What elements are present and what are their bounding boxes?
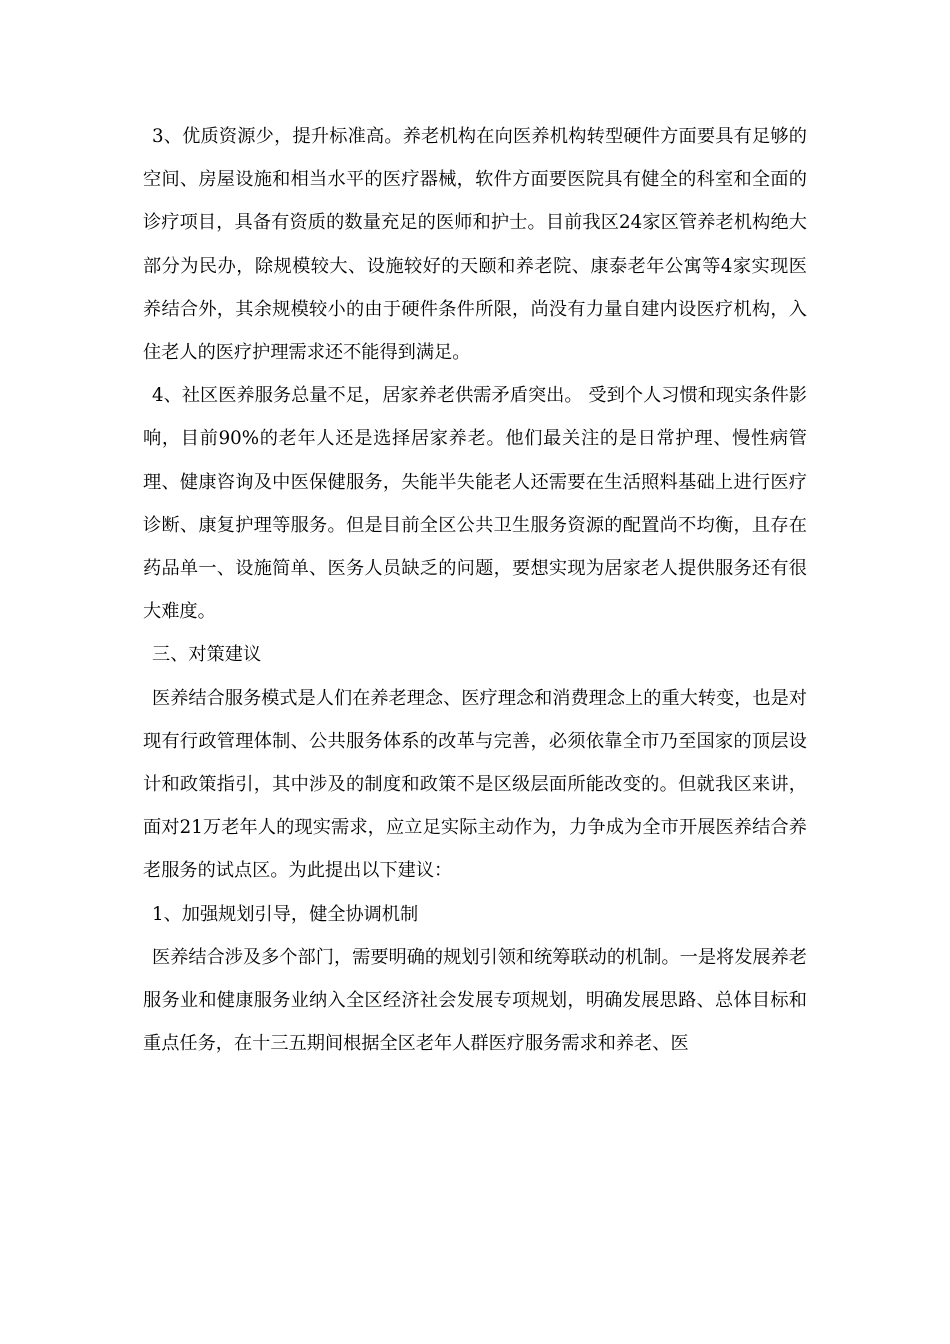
- paragraph-service-model: 医养结合服务模式是人们在养老理念、医疗理念和消费理念上的重大转变，也是对现有行政管理体制、公共服务体系的改革与完善，必须依靠全市乃至国家的顶层设计和政策指引，其中涉及的制度和政策不是区级层面所能改变的。但就我区来讲，面对21万老年人的现实需求，应立足实际主动作为，力争成为全市开展医养结合养老服务的试点区。为此提出以下建议：: [143, 687, 807, 882]
- section-heading-recommendations: 三、对策建议: [152, 644, 262, 666]
- paragraph-resources: 3、优质资源少，提升标准高。养老机构在向医养机构转型硬件方面要具有足够的空间、房屋设施和相当水平的医疗器械，软件方面要医院具有健全的科室和全面的诊疗项目，具备有资质的数量充足的医师和护士。目前我区24家区管养老机构绝大部分为民办，除规模较大、设施较好的天颐和养老院、康泰老年公寓等4家实现医养结合外，其余规模较小的由于硬件条件所限，尚没有力量自建内设医疗机构，入住老人的医疗护理需求还不能得到满足。: [143, 126, 807, 364]
- subheading-planning: 1、加强规划引导，健全协调机制: [152, 903, 419, 925]
- document-page: [143, 115, 807, 1065]
- paragraph-community-services: 4、社区医养服务总量不足，居家养老供需矛盾突出。 受到个人习惯和现实条件影响，目前90%的老年人还是选择居家养老。他们最关注的是日常护理、慢性病管理、健康咨询及中医保健服务，失能半失能老人还需要在生活照料基础上进行医疗诊断、康复护理等服务。但是目前全区公共卫生服务资源的配置尚不均衡，且存在药品单一、设施简单、医务人员缺乏的问题，要想实现为居家老人提供服务还有很大难度。: [143, 385, 807, 623]
- paragraph-coordination: 医养结合涉及多个部门，需要明确的规划引领和统筹联动的机制。一是将发展养老服务业和健康服务业纳入全区经济社会发展专项规划，明确发展思路、总体目标和重点任务，在十三五期间根据全区老年人群医疗服务需求和养老、医: [143, 946, 807, 1055]
